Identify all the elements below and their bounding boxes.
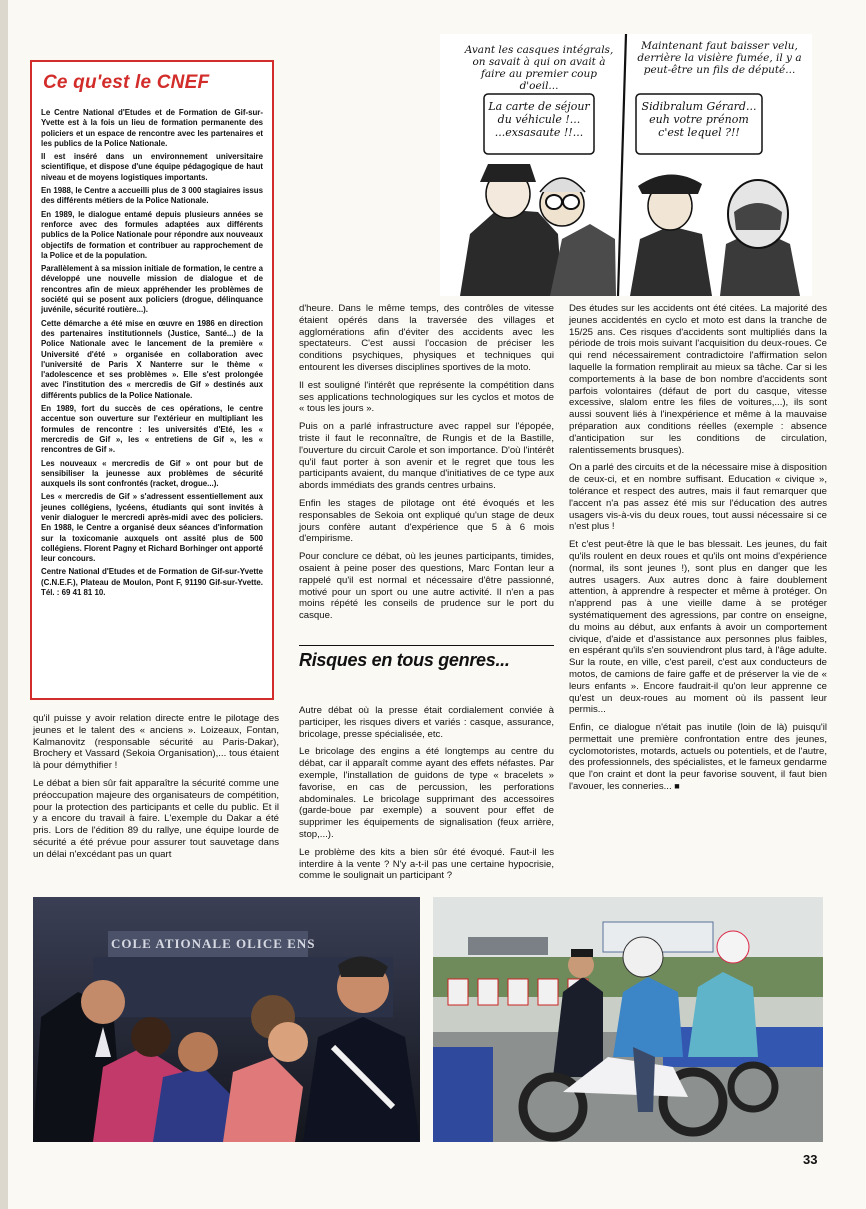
article-paragraph xyxy=(569,722,827,793)
article-paragraph: Autre débat où la presse était cordialement conviée à participer, les risques divers et variés : casque, assurance, bricolage, presse spécialisée, etc. xyxy=(299,705,554,740)
comic-bubble-right: Sidibralum Gérard... euh votre prénom c'est lequel ?!! xyxy=(641,100,757,139)
comic-bubble-left: La carte de séjour du véhicule !... ...exsasaute !!... xyxy=(488,100,590,139)
comic-caption-left: Avant les casques intégrals, on savait à qui on avait à faire au premier coup d'oeil... xyxy=(464,44,614,92)
comic-illustration xyxy=(440,34,812,296)
article-paragraph: Le problème des kits a bien sûr été évoqué. Faut-il les interdire à la vente ? N'y a-t-il pas une certaine hypocrisie, comme le soulignait un participant ? xyxy=(299,846,554,882)
article-paragraph: Il est souligné l'intérêt que représente la compétition dans ses applications technologiques sur les cyclos et motos de « tous les jours ». xyxy=(299,379,554,415)
sidebar-paragraph: En 1989, fort du succès de ces opérations, le centre accentue son ouverture sur l'extérieur en multipliant les formules de rencontre : les universités d'Eté, les « mercredis de Gif », les « entretiens de Gif », les « rencontres de Gif ». xyxy=(41,404,263,455)
photo-police-with-children xyxy=(33,897,420,1142)
article-column-2-lower xyxy=(299,705,554,888)
sidebar-paragraph: Il est inséré dans un environnement universitaire scientifique, et dispose d'une équipe pédagogique de haut niveau et de moyens logistiques importants. xyxy=(41,152,263,182)
sidebar-paragraph: Parallèlement à sa mission initiale de formation, le centre a développé une nouvelle mission de dialogue et de rencontres afin de mieux appréhender les problèmes de société qui se posent aux policiers (drogue, délinquance juvénile, sécurité routière...). xyxy=(41,264,263,315)
article-paragraph: Le débat a bien sûr fait apparaître la sécurité comme une préoccupation majeure des organisateurs de compétition, pour la protection des participants et celle du public. Et il y a encore du travail à faire. L'exemple du Dakar a été pris. Lors de l'édition 89 du rallye, une équipe lourde de sécurité a été prévue pour assurer tout sauvetage dans un délai n'excédant pas un quart xyxy=(33,777,279,860)
sidebar-paragraph: Le Centre National d'Etudes et de Formation de Gif-sur-Yvette est à la fois un lieu de formation permanente des policiers et un espace de rencontre avec les partenaires et les publics de la Police Nationale. xyxy=(41,108,263,148)
article-column-2 xyxy=(299,303,554,628)
sidebar-paragraph: Les « mercredis de Gif » s'adressent essentiellement aux jeunes collégiens, lycéens, étudiants qui sont invités à venir dialoguer le mercredi après-midi avec des policiers. En 1988, le Centre a organisé deux séances d'information sur la toxicomanie auxquels ont assité plus de 500 collégiens. Florent Pagny et Richard Borhinger ont apporté leur concours. xyxy=(41,492,263,564)
sidebar-title: Ce qu'est le CNEF xyxy=(43,72,210,93)
section-heading: Risques en tous genres... xyxy=(299,645,554,671)
sidebar-paragraph: En 1989, le dialogue entamé depuis plusieurs années se renforce avec des formules adaptées aux différents publics de la Police Nationale pour répondre aux nouveaux objectifs de formation et contribuer au rapprochement de la Police et de la population. xyxy=(41,209,263,260)
article-paragraph: qu'il puisse y avoir relation directe entre le pilotage des jeunes et le talent des « anciens ». Loizeaux, Fontan, Kalmanovitz (responsable sécurité au Paris-Dakar), Brochery et Vassard (Sekoia Organisation),... tous étaient là pour démythifier ! xyxy=(33,713,279,772)
photo-police-drawing xyxy=(33,897,420,1142)
cnef-sidebar-box xyxy=(30,60,274,700)
article-paragraph: Le bricolage des engins a été longtemps au centre du débat, car il apparaît comme ayant des effets néfastes. Par exemple, l'installation de guidons de type « bracelets » favorise, en cas de percussion, les perforations abdominales. Le bricolage supprimant des accessoires (garde-boue par exemple) a souvent pour effet de supprimer les équipements de signalisation (feux arrière, stop,...). xyxy=(299,746,554,840)
page-edge xyxy=(0,0,8,1209)
sidebar-paragraph: Les nouveaux « mercredis de Gif » ont pour but de sensibiliser la jeunesse aux problèmes de sécurité auxquels ils sont confrontés (racket, drogue...). xyxy=(41,458,263,489)
sidebar-contact: Centre National d'Etudes et de Formation de Gif-sur-Yvette (C.N.E.F.), Plateau de Moulon, Pont F, 91190 Gif-sur-Yvette. Tél. : 69 41 81 10. xyxy=(41,567,263,598)
page-number: 33 xyxy=(803,1152,818,1167)
article-column-3 xyxy=(569,303,827,799)
photo-sign-text: COLE ATIONALE OLICE ENS xyxy=(111,936,316,951)
sidebar-paragraph: Cette démarche a été mise en œuvre en 1986 en direction des partenaires institutionnels (Justice, Santé...) de la Police Nationale avec le lancement de la première « Université d'été » organisée en collaboration avec l'université de Paris X Nanterre sur le thème « l'adolescence et ses problèmes ». Elle s'est prolongée avec l'institution des « mercredis de Gif » destinés aux différents publics de la Police Nationale. xyxy=(41,318,263,400)
end-mark: ■ xyxy=(674,781,680,792)
photo-moto-drawing xyxy=(433,897,823,1142)
article-paragraph: Pour conclure ce débat, où les jeunes participants, timides, osaient à peine poser des questions, Marc Fontan leur a rappelé qu'il est normal et nécessaire d'être passionné, motivé pour un sport ou une autre activité. Il n'en a pas moins répété les conseils de prudence sur le port du casque. xyxy=(299,551,554,622)
article-column-1 xyxy=(33,713,279,867)
article-paragraph: Des études sur les accidents ont été citées. La majorité des jeunes accidentés en cyclo et moto est dans la tranche de 15/25 ans. Ces risques d'accidents sont multipliés dans la période de trois mois suivant l'acquisition du deux-roues. Ce qui rend nécessairement contradictoire l'affirmation selon laquelle la formation remplirait au mieux sa tâche. Car si les comportements à la base de bon nombre d'accidents sont parfois volontaires (défaut de port du casque, vitesse excessive, slalom entre les files de voitures,...), ils sont aussi souvent liés à l'inexpérience et même à la mauvaise préparation aux conditions réelles (exemple : absence d'anticipation sur les conditions de circulation, ralentissements brusques). xyxy=(569,303,827,456)
article-paragraph: Et c'est peut-être là que le bas blessait. Les jeunes, du fait qu'ils roulent en deux roues et qu'ils ont moins d'expérience (normal, ils sont jeunes !), sont plus en danger que les autres usagers. Aux autres donc à faire doublement attention, à apprendre à respecter et même à protéger. On n'apprend pas à une vieille dame à se protéger systématiquement des agressions, par contre on enseigne, du moins au début, aux enfants à avoir un comportement civique, d'aide et d'assistance aux personnes plus faibles, en espérant qu'ils s'en souviendront plus tard, à l'âge adulte. Sur la route, en ville, c'est pareil, c'est aux conducteurs de motos, de camions de faire gaffe et de préserver la vie de « leurs enfants ». Encore faudrait-il qu'on leur apprenne ce qu'est un deux-roues au moment où ils passent leur permis... xyxy=(569,539,827,716)
photo-motorcycle-riders xyxy=(433,897,823,1142)
article-paragraph: d'heure. Dans le même temps, des contrôles de vitesse étaient opérés dans la traversée des villages et agglomérations afin d'éviter des accidents avec les spectateurs. C'est aussi l'occasion de préciser les conditions psychiques, physiques et techniques qui entourent les diverses disciplines sportives de la moto. xyxy=(299,303,554,373)
sidebar-paragraph: En 1988, le Centre a accueilli plus de 3 000 stagiaires issus des différents métiers de la Police Nationale. xyxy=(41,186,263,206)
article-paragraph: On a parlé des circuits et de la nécessaire mise à disposition de ceux-ci, et en nombre suffisant. Education « civique », tolérance et respect des autres, mais il faut remarquer que l'accent n'a pas assez été mis sur l'éducation des autres usagers vis-à-vis du deux roues, tout aussi nécessaire si ce n'est plus ! xyxy=(569,462,827,533)
article-paragraph: Enfin les stages de pilotage ont été évoqués et les responsables de Sekoia ont expliqué qu'un stage de deux jours confère autant d'expérience que 5 à 6 mois d'empirisme. xyxy=(299,497,554,545)
comic-caption-right: Maintenant faut baisser velu, derrière la visière fumée, il y a peut-être un fils de député... xyxy=(637,40,802,76)
article-paragraph-text: Enfin, ce dialogue n'était pas inutile (loin de là) puisqu'il permettait une première confrontation entre des jeunes, cyclomotoristes, motards, actuels ou potentiels, et de l'autre, des professionnels, des spécialistes, et le fameux gendarme que l'on craint et dont la peur favorise souvent, il faut bien l'avouer, les conneries... xyxy=(569,722,827,793)
article-paragraph: Puis on a parlé infrastructure avec rappel sur l'épopée, triste il faut le reconnaître, de Rungis et de la Bastille, l'ouverture du circuit Carole et son importance. D'où l'intérêt qu'il faut porter à son avenir et le regret que tous les participants avaient, du manque d'initiatives de ce type aux abords immédiats des grands centres urbains. xyxy=(299,421,554,492)
